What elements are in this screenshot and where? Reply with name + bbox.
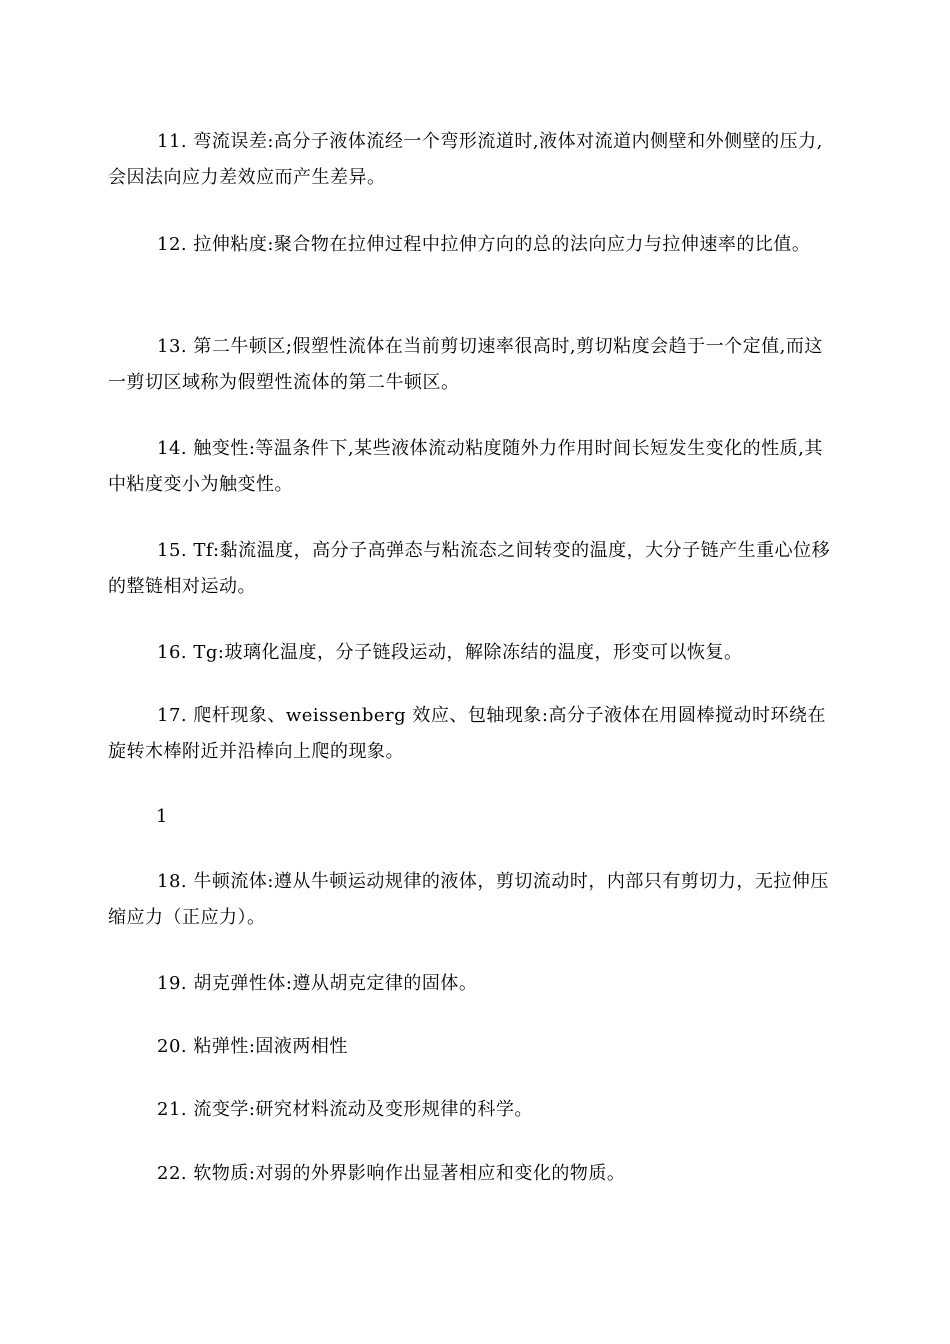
definition-21: 21. 流变学:研究材料流动及变形规律的科学。: [157, 1099, 533, 1120]
definition-20: 20. 粘弹性:固液两相性: [157, 1036, 348, 1057]
definition-17: 17. 爬杆现象、weissenberg 效应、包轴现象:高分子液体在用圆棒搅动时环绕在旋转木棒附近并沿棒向上爬的现象。: [108, 705, 826, 762]
definition-16: 16. Tg:玻璃化温度，分子链段运动，解除冻结的温度，形变可以恢复。: [157, 642, 743, 663]
page-number: 1: [156, 806, 168, 827]
definition-13: 13. 第二牛顿区;假塑性流体在当前剪切速率很高时,剪切粘度会趋于一个定值,而这一剪切区域称为假塑性流体的第二牛顿区。: [108, 336, 823, 393]
definition-11: 11. 弯流误差:高分子液体流经一个弯形流道时,液体对流道内侧壁和外侧壁的压力,会因法向应力差效应而产生差异。: [108, 131, 823, 188]
definition-19: 19. 胡克弹性体:遵从胡克定律的固体。: [157, 973, 478, 994]
definition-22: 22. 软物质:对弱的外界影响作出显著相应和变化的物质。: [157, 1163, 626, 1184]
definition-12: 12. 拉伸粘度:聚合物在拉伸过程中拉伸方向的总的法向应力与拉伸速率的比值。: [157, 234, 811, 255]
definition-18: 18. 牛顿流体:遵从牛顿运动规律的液体，剪切流动时，内部只有剪切力，无拉伸压缩应力（正应力）。: [108, 871, 829, 928]
definition-14: 14. 触变性:等温条件下,某些液体流动粘度随外力作用时间长短发生变化的性质,其中粘度变小为触变性。: [108, 438, 823, 495]
definition-15: 15. Tf:黏流温度，高分子高弹态与粘流态之间转变的温度，大分子链产生重心位移的整链相对运动。: [108, 540, 831, 597]
